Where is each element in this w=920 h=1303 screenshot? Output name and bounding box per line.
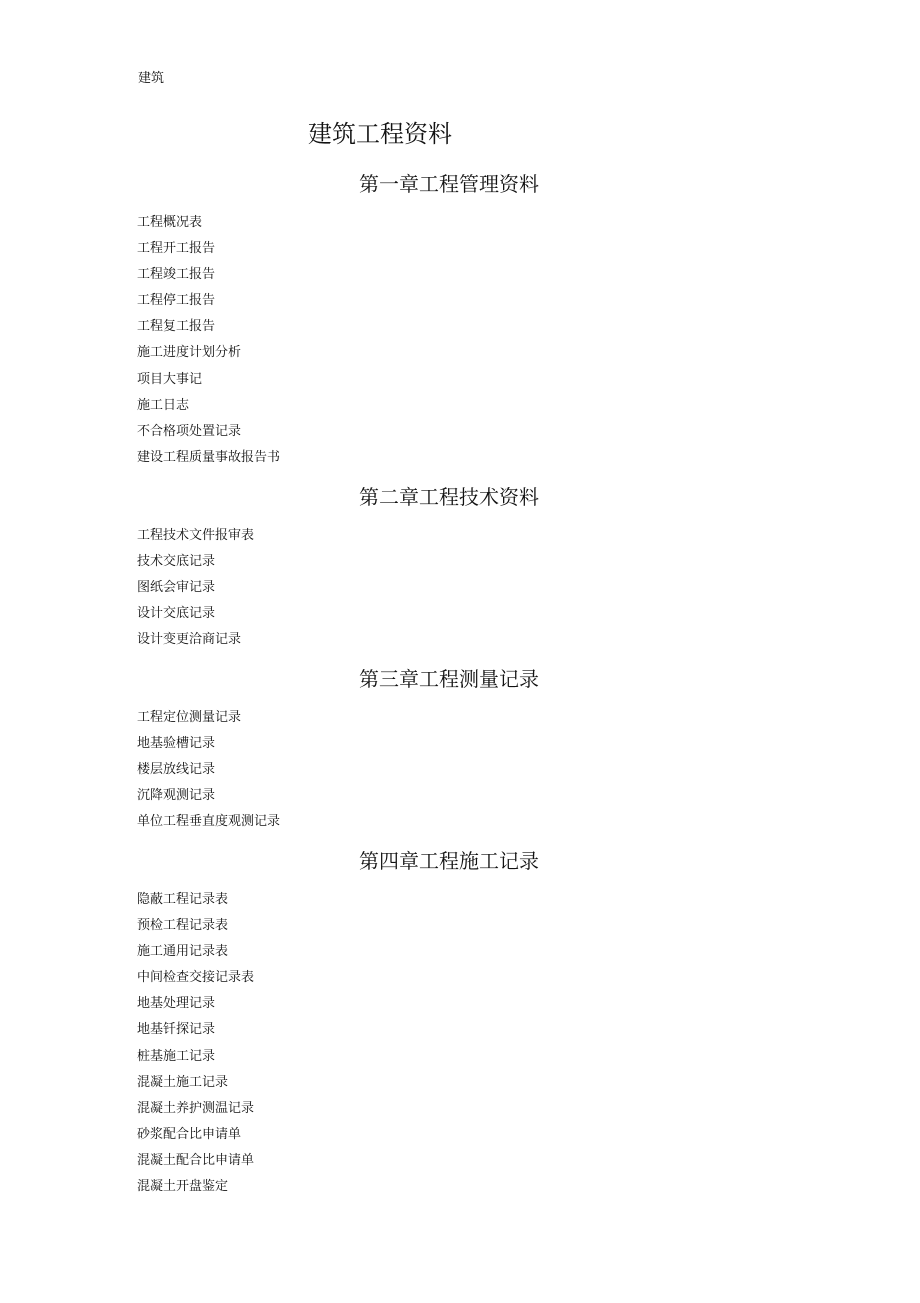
list-item: 工程概况表 — [137, 215, 203, 230]
list-item: 混凝土开盘鉴定 — [137, 1179, 229, 1195]
header-label: 建筑 — [138, 71, 165, 86]
chapter-title-3: 第三章工程测量记录 — [359, 667, 539, 691]
list-item: 技术交底记录 — [137, 554, 216, 570]
list-item: 工程复工报告 — [137, 319, 216, 335]
chapter-4-items — [137, 887, 254, 1200]
list-item: 混凝土施工记录 — [137, 1074, 229, 1090]
chapter-title-1: 第一章工程管理资料 — [359, 172, 539, 196]
list-item: 砂浆配合比申请单 — [137, 1126, 242, 1142]
list-item: 工程技术文件报审表 — [137, 528, 255, 543]
list-item: 图纸会审记录 — [137, 580, 216, 596]
list-item: 设计交底记录 — [137, 606, 216, 622]
chapter-2-items — [137, 523, 254, 653]
list-item: 施工进度计划分析 — [137, 345, 242, 361]
list-item: 沉降观测记录 — [137, 788, 216, 804]
list-item: 单位工程垂直度观测记录 — [137, 814, 281, 830]
list-item: 隐蔽工程记录表 — [137, 892, 229, 907]
list-item: 混凝土养护测温记录 — [137, 1100, 255, 1116]
chapter-3-items — [137, 705, 280, 835]
list-item: 混凝土配合比申请单 — [137, 1152, 255, 1168]
chapter-title-4: 第四章工程施工记录 — [359, 849, 539, 873]
list-item: 施工通用记录表 — [137, 944, 229, 960]
list-item: 工程竣工报告 — [137, 267, 216, 283]
list-item: 工程定位测量记录 — [137, 710, 242, 725]
list-item: 地基处理记录 — [137, 996, 216, 1012]
chapter-1-items — [137, 210, 280, 471]
list-item: 不合格项处置记录 — [137, 423, 242, 439]
list-item: 中间检查交接记录表 — [137, 970, 255, 986]
list-item: 预检工程记录表 — [137, 918, 229, 934]
list-item: 工程停工报告 — [137, 293, 216, 309]
list-item: 桩基施工记录 — [137, 1048, 216, 1064]
document-title: 建筑工程资料 — [308, 120, 452, 148]
list-item: 地基验槽记录 — [137, 736, 216, 752]
list-item: 项目大事记 — [137, 371, 203, 387]
list-item: 楼层放线记录 — [137, 762, 216, 778]
list-item: 工程开工报告 — [137, 241, 216, 257]
list-item: 建设工程质量事故报告书 — [137, 449, 281, 465]
chapter-title-2: 第二章工程技术资料 — [359, 485, 539, 509]
list-item: 施工日志 — [137, 397, 190, 413]
list-item: 地基钎探记录 — [137, 1022, 216, 1038]
list-item: 设计变更洽商记录 — [137, 632, 242, 648]
